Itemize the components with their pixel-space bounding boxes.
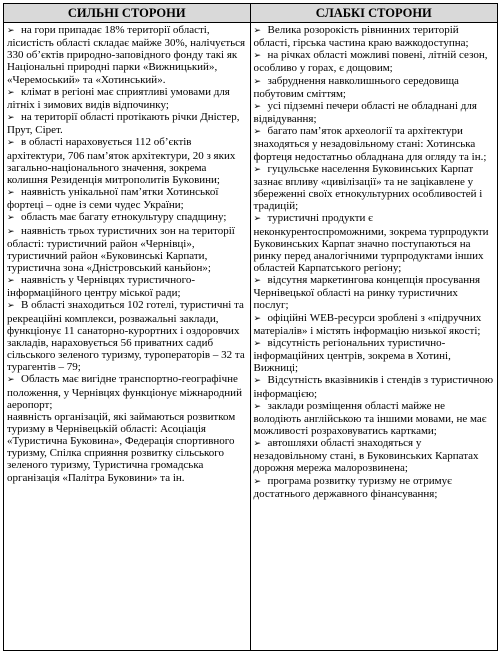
list-item: ➢ забруднення навколишнього середовища побутовим сміттям; — [253, 74, 459, 100]
list-item: ➢ гуцульське населення Буковинських Карпат зазнає впливу «цивілізації» та не зацікавлене у збереженні своїх етнокультурних особливостей і традицій; — [253, 162, 483, 213]
swot-table — [3, 3, 498, 651]
list-item: ➢ програма розвитку туризму не отримує достатнього державного фінансування; — [253, 474, 452, 500]
strengths-column — [4, 23, 251, 650]
arrow-bullet-icon: ➢ — [253, 401, 262, 412]
arrow-bullet-icon: ➢ — [7, 113, 15, 124]
arrow-bullet-icon: ➢ — [253, 127, 262, 138]
list-item: ➢ в області нараховується 112 об’єктів архітектури, 706 пам’яток архітектури, 20 з яких загально-національного значення, зокрема колишня Резиденція митрополитів Буковини; — [7, 136, 236, 186]
list-item: ➢ офіційні WEB-ресурси зроблені з «підручних матеріалів» і містять інформацію низької якості; — [253, 311, 482, 337]
list-item: ➢ Велика розорокість рівнинних територій області, гірська частина краю важкодоступна; — [253, 24, 469, 50]
list-item: ➢ на території області протікають річки Дністер, Прут, Сірет. — [7, 111, 240, 137]
arrow-bullet-icon: ➢ — [253, 338, 262, 349]
table-body-row — [4, 23, 497, 650]
arrow-bullet-icon: ➢ — [7, 301, 15, 312]
arrow-bullet-icon: ➢ — [253, 101, 262, 112]
list-item: ➢ відсутність регіональних туристично-інформаційних центрів, зокрема в Хотині, Вижниці; — [253, 336, 451, 375]
list-item: ➢ туристичні продукти є неконкурентоспроможними, зокрема турпродукти Буковинських Карпат значно поступаються на ринку перед аналогічними турпродуктами інших областей Карпатського регіону; — [253, 212, 489, 274]
list-item: ➢ багато пам’яток археології та архітектури знаходяться у незадовільному стані: Хотинська фортеця недостатньо обладнана для огляду та ін.; — [253, 125, 487, 163]
arrow-bullet-icon: ➢ — [7, 276, 15, 287]
arrow-bullet-icon: ➢ — [253, 313, 262, 324]
list-item-continuation: наявність організацій, які займаються розвитком туризму в Чернівецькій області: Асоціація «Туристична Буковина», Федерація спортивного туризму, Спілка сприяння розвитку сільського зеленого туризму, Туристична громадська організація «Палітра Буковини» та ін. — [7, 410, 236, 484]
arrow-bullet-icon: ➢ — [253, 376, 262, 387]
list-item: ➢ на гори припадає 18% території області, лісистість області складає майже 30%, налічується 330 об’єктів природно-заповідного фонду такі як Національні природні парки «Вижницький», «Черемоський» та «Хотинський». — [7, 24, 246, 86]
list-item: ➢ наявність у Чернівцях туристичного-інформаційного центру міської ради; — [7, 274, 195, 300]
strengths-header: СИЛЬНІ СТОРОНИ — [4, 4, 251, 22]
arrow-bullet-icon: ➢ — [7, 87, 15, 98]
list-item: ➢ Область має вигідне транспортно-географічне положення, у Чернівцях функціонує міжнародний аеропорт; — [7, 373, 242, 411]
list-item: ➢ В області знаходиться 102 готелі, туристичні та рекреаційні комплекси, розважальні заклади, функціонує 11 санаторно-курортних і оздоровчих закладів, нараховується 56 приватних садиб сільського зеленого туризму, туроператорів – 32 та турагентів – 79; — [7, 299, 245, 374]
arrow-bullet-icon: ➢ — [253, 26, 262, 36]
arrow-bullet-icon: ➢ — [7, 188, 15, 199]
arrow-bullet-icon: ➢ — [253, 76, 262, 87]
arrow-bullet-icon: ➢ — [253, 276, 262, 287]
arrow-bullet-icon: ➢ — [7, 138, 15, 149]
list-item: ➢ Відсутність вказівників і стендів з туристичною інформацією; — [253, 374, 494, 400]
arrow-bullet-icon: ➢ — [253, 214, 262, 225]
list-item: ➢ автошляхи області знаходяться у незадовільному стані, в Буковинських Карпатах дорожня мережа малорозвинена; — [253, 437, 479, 475]
arrow-bullet-icon: ➢ — [7, 375, 15, 386]
arrow-bullet-icon: ➢ — [7, 26, 15, 36]
list-item: ➢ клімат в регіоні має сприятливі умовами для літніх і зимових видів відпочинку; — [7, 85, 230, 111]
list-item: ➢ на річках області можливі повені, літній сезон, особливо у горах, є дощовим; — [253, 49, 488, 75]
weaknesses-column — [251, 23, 498, 650]
arrow-bullet-icon: ➢ — [253, 51, 262, 62]
arrow-bullet-icon: ➢ — [253, 476, 262, 487]
arrow-bullet-icon: ➢ — [7, 213, 15, 224]
arrow-bullet-icon: ➢ — [7, 226, 15, 237]
list-item: ➢ заклади розміщення області майже не володіють англійською та іншими мовами, не має можливості розраховуватись картками; — [253, 399, 487, 437]
list-item: ➢ область має багату етнокультуру спадщину; — [7, 211, 227, 224]
list-item: ➢ наявність трьох туристичних зон на території області: туристичний район «Чернівці», туристичний район «Буковинські Карпати, туристична зона «Дністровський каньйон»; — [7, 224, 235, 274]
arrow-bullet-icon: ➢ — [253, 164, 262, 175]
list-item: ➢ усі підземні печери області не обладнані для відвідування; — [253, 99, 477, 126]
arrow-bullet-icon: ➢ — [253, 439, 262, 450]
list-item: ➢ відсутня маркетингова концепція просування Чернівецької області на ринку туристичних послуг; — [253, 274, 481, 312]
list-item: ➢ наявність унікальної пам’ятки Хотинської фортеці – одне із семи чудес України; — [7, 186, 219, 212]
weaknesses-header: СЛАБКІ СТОРОНИ — [315, 6, 432, 20]
table-header-row — [4, 4, 497, 23]
